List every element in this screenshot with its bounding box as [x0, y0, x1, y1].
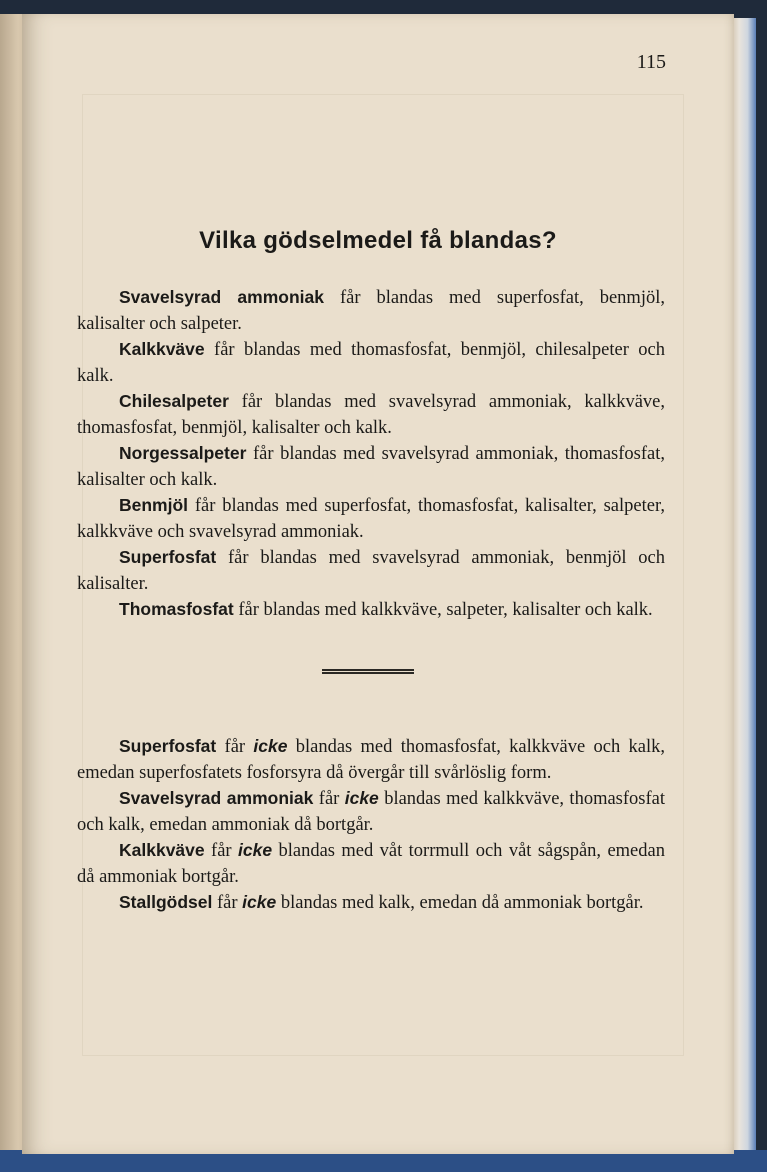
fertilizer-term: Stallgödsel — [119, 892, 213, 912]
paragraph-text: blandas med kalk, emedan då ammoniak bortgår. — [276, 893, 644, 913]
paragraph — [77, 389, 665, 441]
negation-word: icke — [238, 840, 273, 860]
negation-word: icke — [242, 892, 277, 912]
paragraph-text: får — [313, 789, 345, 809]
page-number: 115 — [636, 51, 666, 73]
paragraph-text: får blandas med svavelsyrad ammoniak, benmjöl och kalisalter. — [77, 548, 665, 594]
paragraph — [77, 786, 665, 838]
paragraph-text: får blandas med thomasfosfat, benmjöl, chilesalpeter och kalk. — [77, 340, 665, 386]
paragraph-text: får blandas med superfosfat, thomasfosfat, kalisalter, salpeter, kalkkväve och svavelsyrad ammoniak. — [77, 496, 665, 542]
negation-word: icke — [253, 736, 288, 756]
paragraph-text: får — [212, 893, 243, 913]
negation-word: icke — [344, 788, 379, 808]
paragraph-text: blandas med kalkkväve, thomasfosfat och kalk, emedan ammoniak då bortgår. — [77, 789, 665, 835]
paragraph-text: får blandas med kalkkväve, salpeter, kalisalter och kalk. — [233, 600, 653, 620]
book-page — [22, 14, 734, 1154]
fertilizer-term: Chilesalpeter — [119, 391, 229, 411]
page-title: Vilka gödselmedel få blandas? — [199, 227, 557, 254]
paragraph — [77, 597, 665, 624]
fertilizer-term: Norgessalpeter — [119, 443, 247, 463]
paragraph — [77, 545, 665, 597]
section-divider — [322, 669, 414, 674]
fertilizer-term: Benmjöl — [119, 495, 189, 515]
paragraph-text: får — [216, 737, 254, 757]
paragraph — [77, 838, 665, 890]
paragraph-text: får blandas med superfosfat, benmjöl, kalisalter och salpeter. — [77, 288, 665, 334]
fertilizer-term: Thomasfosfat — [119, 599, 234, 619]
paragraph — [77, 493, 665, 545]
fertilizer-term: Svavelsyrad ammoniak — [119, 788, 314, 808]
paragraph-text: får blandas med svavelsyrad ammoniak, kalkkväve, thomasfosfat, benmjöl, kalisalter och kalk. — [77, 392, 665, 438]
paragraph — [77, 734, 665, 786]
fertilizer-term: Superfosfat — [119, 547, 217, 567]
paragraph-text: får blandas med svavelsyrad ammoniak, thomasfosfat, kalisalter och kalk. — [77, 444, 665, 490]
fertilizer-term: Superfosfat — [119, 736, 217, 756]
paragraph — [77, 441, 665, 493]
fertilizer-term: Kalkkväve — [119, 840, 205, 860]
paragraph — [77, 890, 665, 917]
fertilizer-term: Svavelsyrad ammoniak — [119, 287, 324, 307]
paragraph — [77, 337, 665, 389]
fertilizer-term: Kalkkväve — [119, 339, 205, 359]
forbidden-mixtures — [77, 734, 665, 917]
paragraph-text: får — [204, 841, 238, 861]
paragraph-text: blandas med thomasfosfat, kalkkväve och kalk, emedan superfosfatets fosforsyra då övergår till svårlöslig form. — [77, 737, 665, 783]
paragraph — [77, 285, 665, 337]
paragraph-text: blandas med våt torrmull och våt sågspån, emedan då ammoniak bortgår. — [77, 841, 665, 887]
allowed-mixtures — [77, 285, 665, 624]
